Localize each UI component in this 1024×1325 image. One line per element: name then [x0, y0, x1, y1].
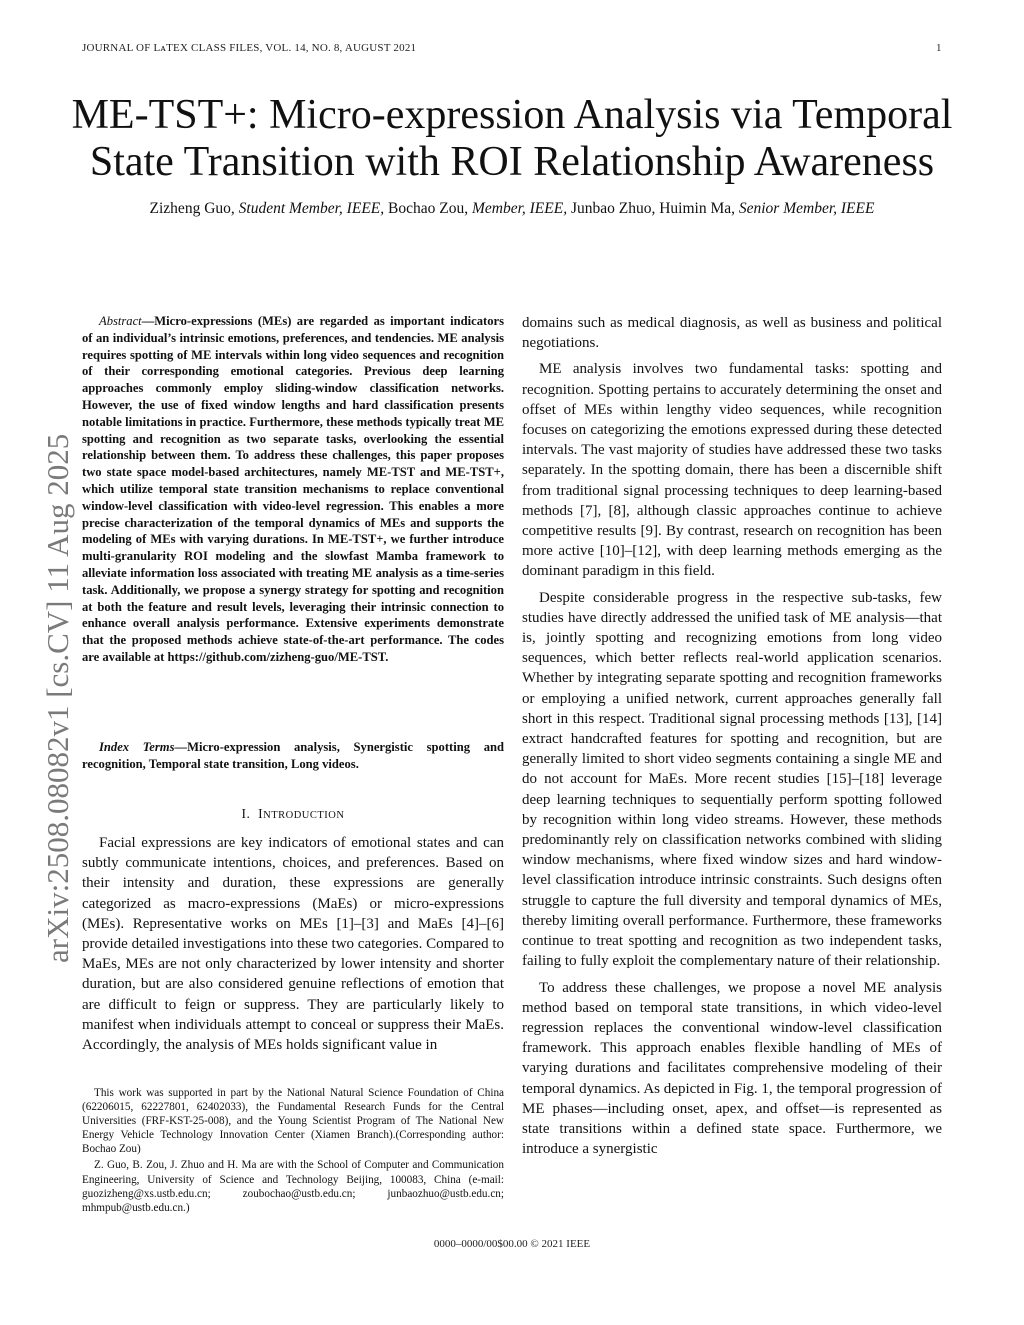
abstract-label: Abstract — [99, 314, 142, 328]
author-membership: Student Member, IEEE, — [238, 200, 385, 217]
footnotes — [82, 1086, 504, 1217]
footnote-affiliation: Z. Guo, B. Zou, J. Zhuo and H. Ma are with the School of Computer and Communication Engineering, University of Science and Technology Beijing, 100083, China (e-mail: guozizheng@xs.ustb.edu.cn; zoubochao@ustb.edu.cn; junbaozhuo@ustb.edu.cn; mhmpub@ustb.edu.cn.) — [82, 1159, 504, 1214]
section-title-rest: NTRODUCTION — [263, 810, 345, 821]
author-name: Bochao Zou, — [384, 200, 472, 217]
author-membership: Member, IEEE, — [471, 200, 568, 217]
abstract-text: —Micro-expressions (MEs) are regarded as important indicators of an individual’s intrinsic emotions, preferences, and tendencies. ME analysis requires spotting of ME intervals within long video sequences and recognition of their corresponding emotional categories. Previous deep learning approaches commonly employ sliding-window classification networks. However, the use of fixed window lengths and hard classification presents notable limitations in practice. Furthermore, these methods typically treat ME spotting and recognition as two separate tasks, overlooking the essential relationship between them. To address these challenges, this paper proposes two state space model-based architectures, namely ME-TST and ME-TST+, which utilize temporal state transition mechanisms to replace conventional window-level classification with video-level regression. This enables a more precise characterization of the temporal dynamics of MEs and supports the modeling of MEs with varying durations. In ME-TST+, we further introduce multi-granularity ROI modeling and the slowfast Mamba framework to alleviate information loss associated with treating ME analysis as a time-series task. Additionally, we propose a synergy strategy for spotting and recognition at both the feature and result levels, leveraging their intrinsic connection to enhance overall analysis performance. Extensive experiments demonstrate that the proposed methods achieve state-of-the-art performance. The codes are available at https://github.com/zizheng-guo/ME-TST. — [82, 314, 504, 664]
body-paragraph: ME analysis involves two fundamental tasks: spotting and recognition. Spotting pertains to accurately determining the onset and offset of MEs within lengthy video sequences, while recognition focuses on categorizing the emotions expressed during these detected intervals. The vast majority of studies have addressed these two tasks separately. In the spotting domain, there has been a discernible shift from traditional signal processing techniques to deep learning-based methods [7], [8], although classic approaches continue to achieve competitive results [9]. By contrast, research on recognition has been more active [10]–[12], with deep learning methods emerging as the dominant paradigm in this field. — [522, 361, 942, 580]
footnote-funding: This work was supported in part by the National Natural Science Foundation of China (62206015, 62227801, 62402033), the Fundamental Research Funds for the Central Universities (FRF-KST-25-008), and the Young Scientist Program of The National New Energy Vehicle Technology Innovation Center (Xiamen Branch).(Corresponding author: Bochao Zou) — [82, 1087, 504, 1156]
index-terms-label: Index Terms — [99, 740, 175, 754]
paper-title: ME-TST+: Micro-expression Analysis via Temporal State Transition with ROI Relationship Awareness — [71, 92, 953, 185]
body-paragraph: Facial expressions are key indicators of emotional states and can subtly communicate intentions, choices, and preferences. Based on their intensity and duration, these expressions are generally categorized as macro-expressions (MaEs) or micro-expressions (MEs). Representative works on MEs [1]–[3] and MaEs [4]–[6] provide detailed investigations into these two categories. Compared to MaEs, MEs are not only characterized by lower intensity and shorter duration, but are also considered genuine reflections of emotion that are difficult to feign or suppress. They are particularly likely to manifest when individuals attempt to conceal or suppress their MaEs. Accordingly, the analysis of MEs holds significant value in — [82, 835, 504, 1054]
arxiv-stamp: arXiv:2508.08082v1 [cs.CV] 11 Aug 2025 — [40, 433, 75, 963]
body-paragraph: domains such as medical diagnosis, as well as business and political negotiations. — [522, 315, 942, 352]
running-header: JOURNAL OF LᴀTEX CLASS FILES, VOL. 14, NO. 8, AUGUST 2021 — [82, 42, 417, 54]
author-list — [110, 198, 914, 220]
right-column-body — [522, 313, 942, 1165]
section-number: I. — [241, 806, 251, 821]
section-title-initial: I — [258, 806, 264, 821]
section-heading — [82, 806, 504, 822]
footnote-divider — [82, 1078, 232, 1079]
author-name: Zizheng Guo, — [149, 200, 239, 217]
body-paragraph: To address these challenges, we propose a novel ME analysis method based on temporal state transitions, in which video-level regression replaces the conventional window-level classification framework. This approach enables flexible handling of MEs of varying durations and facilitates comprehensive modeling of their temporal dynamics. As depicted in Fig. 1, the temporal progression of ME phases—including onset, apex, and offset—is represented as state transitions within a defined state space. Furthermore, we introduce a synergistic — [522, 979, 942, 1158]
page-number: 1 — [936, 42, 942, 54]
index-terms — [82, 739, 504, 773]
abstract — [82, 313, 504, 666]
copyright-footer: 0000–0000/00$00.00 © 2021 IEEE — [433, 1238, 591, 1250]
index-terms-text: —Micro-expression analysis, Synergistic spotting and recognition, Temporal state transition, Long videos. — [82, 740, 504, 771]
body-paragraph: Despite considerable progress in the respective sub-tasks, few studies have directly addressed the unified task of ME analysis—that is, jointly spotting and recognizing emotions from long video sequences, which better reflects real-world application scenarios. Whether by integrating separate spotting and recognition frameworks or employing a unified network, current approaches generally fall short in this respect. Traditional signal processing methods [13], [14] extract handcrafted features for spotting and recognition, but are generally limited to short video segments containing a single ME and do not account for MaEs. More recent studies [15]–[18] leverage deep learning techniques to sequentially perform spotting followed by recognition within long video streams. However, these methods predominantly rely on classification networks combined with sliding window mechanisms, where fixed window sizes and hard window-level classification introduce intrinsic constraints. Such designs often struggle to capture the full diversity and temporal dynamics of MEs, thereby limiting overall performance. Furthermore, these frameworks continue to treat spotting and recognition as two independent tasks, failing to fully exploit the complementary nature of their relationship. — [522, 589, 942, 970]
author-name: Junbao Zhuo, Huimin Ma, — [567, 200, 739, 217]
left-column-body — [82, 833, 504, 1055]
author-membership: Senior Member, IEEE — [738, 200, 875, 217]
